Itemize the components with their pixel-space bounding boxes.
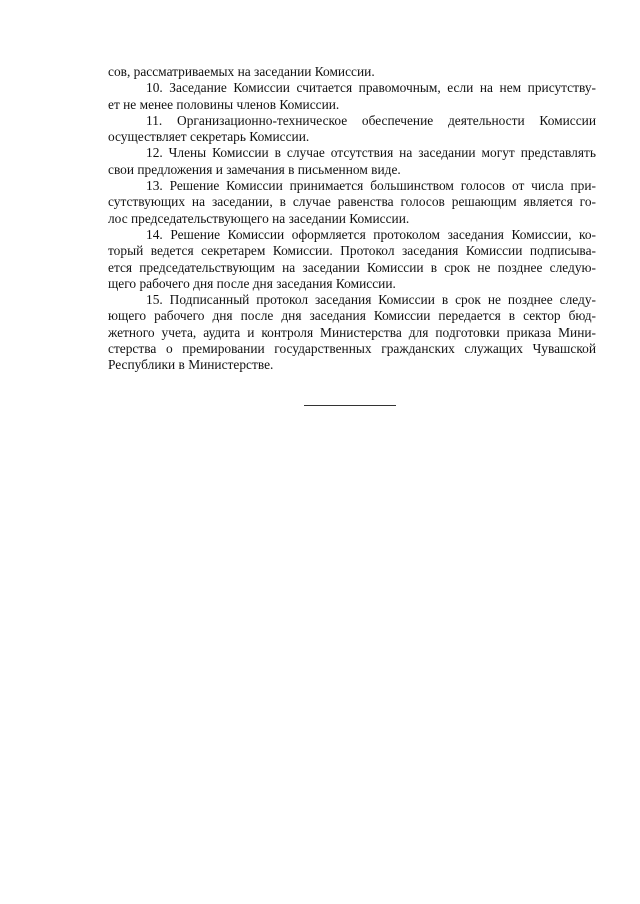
text-line: 15. Подписанный протокол заседания Комиссии в срок не позднее следу- <box>146 292 596 308</box>
text-line: сов, рассматриваемых на заседании Комиссии. <box>108 64 375 79</box>
paragraph-item-11 <box>108 113 596 146</box>
text-line: торый ведется секретарем Комиссии. Протокол заседания Комиссии подписыва- <box>108 243 596 259</box>
paragraph-item-13 <box>108 178 596 227</box>
text-line: 13. Решение Комиссии принимается большинством голосов от числа при- <box>146 178 596 194</box>
paragraph-item-14 <box>108 227 596 292</box>
text-line: жетного учета, аудита и контроля Министерства для подготовки приказа Мини- <box>108 324 596 340</box>
paragraph-continuation <box>108 64 596 80</box>
text-line: лос председательствующего на заседании Комиссии. <box>108 210 410 226</box>
paragraph-item-15 <box>108 292 596 373</box>
text-line: ется председательствующим на заседании Комиссии в срок не позднее следую- <box>108 259 596 275</box>
document-body <box>108 64 596 374</box>
text-line: 12. Члены Комиссии в случае отсутствия на заседании могут представлять <box>146 145 596 161</box>
text-line: осуществляет секретарь Комиссии. <box>108 129 310 145</box>
text-line: Республики в Министерстве. <box>108 357 274 373</box>
text-line: ет не менее половины членов Комиссии. <box>108 96 340 112</box>
paragraph-item-10 <box>108 80 596 113</box>
text-line: ющего рабочего дня после дня заседания Комиссии передается в сектор бюд- <box>108 308 596 324</box>
text-line: 14. Решение Комиссии оформляется протоколом заседания Комиссии, ко- <box>146 226 596 242</box>
text-line: свои предложения и замечания в письменном виде. <box>108 161 401 177</box>
end-of-document-separator <box>304 405 396 406</box>
paragraph-item-12 <box>108 145 596 178</box>
text-line: сутствующих на заседании, в случае равенства голосов решающим является го- <box>108 194 596 210</box>
text-line: стерства о премировании государственных гражданских служащих Чувашской <box>108 341 596 357</box>
text-line: 11. Организационно-техническое обеспечение деятельности Комиссии <box>146 112 596 128</box>
text-line: щего рабочего дня после дня заседания Комиссии. <box>108 275 396 291</box>
text-line: 10. Заседание Комиссии считается правомочным, если на нем присутству- <box>146 80 596 96</box>
